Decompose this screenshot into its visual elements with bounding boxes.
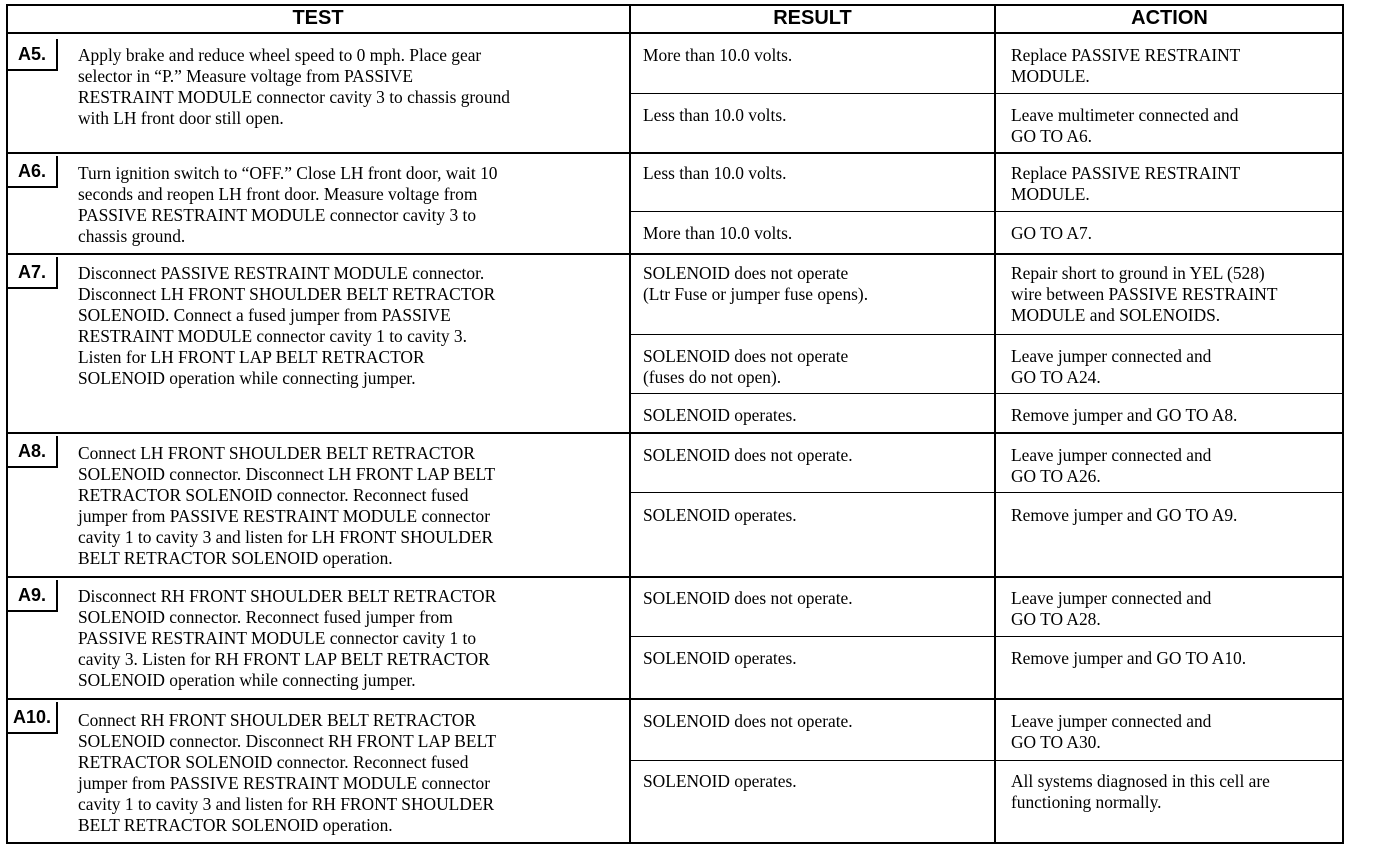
action-text: Replace PASSIVE RESTRAINT MODULE.: [1011, 45, 1241, 86]
row-separator: [630, 393, 1344, 394]
action-text: Remove jumper and GO TO A10.: [1011, 648, 1247, 668]
result-text: More than 10.0 volts.: [643, 223, 793, 243]
result-text: SOLENOID does not operate.: [643, 445, 853, 465]
test-description: Connect RH FRONT SHOULDER BELT RETRACTOR SOLENOID connector. Disconnect RH FRONT LAP BELT RETRACTOR SOLENOID connector. Reconnect fused jumper from PASSIVE RESTRAINT MODULE connector cavity 1 to cavity 3 and listen for RH FRONT SHOULDER BELT RETRACTOR SOLENOID operation.: [78, 710, 497, 835]
action-text: Repair short to ground in YEL (528) wire between PASSIVE RESTRAINT MODULE and SOLENOIDS.: [1011, 263, 1278, 325]
step-label: A8.: [8, 436, 58, 468]
row-separator: [630, 760, 1344, 761]
action-text: GO TO A7.: [1011, 223, 1093, 243]
row-separator: [630, 211, 1344, 212]
step-separator: [6, 698, 1344, 700]
column-divider: [994, 4, 996, 844]
test-description: Apply brake and reduce wheel speed to 0 mph. Place gear selector in “P.” Measure voltage from PASSIVE RESTRAINT MODULE connector cavity 3 to chassis ground with LH front door still open.: [78, 45, 510, 128]
result-text: SOLENOID operates.: [643, 505, 797, 525]
step-label: A5.: [8, 39, 58, 71]
row-separator: [630, 492, 1344, 493]
row-separator: [630, 334, 1344, 335]
test-description: Connect LH FRONT SHOULDER BELT RETRACTOR SOLENOID connector. Disconnect LH FRONT LAP BELT RETRACTOR SOLENOID connector. Reconnect fused jumper from PASSIVE RESTRAINT MODULE connector cavity 1 to cavity 3 and listen for LH FRONT SHOULDER BELT RETRACTOR SOLENOID operation.: [78, 443, 496, 568]
step-separator: [6, 152, 1344, 154]
result-text: SOLENOID does not operate (Ltr Fuse or jumper fuse opens).: [643, 263, 869, 304]
result-text: SOLENOID does not operate.: [643, 711, 853, 731]
result-text: Less than 10.0 volts.: [643, 105, 787, 125]
step-label: A7.: [8, 257, 58, 289]
action-text: Remove jumper and GO TO A9.: [1011, 505, 1238, 525]
result-text: SOLENOID does not operate.: [643, 588, 853, 608]
step-separator: [6, 432, 1344, 434]
result-text: More than 10.0 volts.: [643, 45, 793, 65]
step-separator: [6, 576, 1344, 578]
step-separator: [6, 253, 1344, 255]
row-separator: [630, 636, 1344, 637]
step-label: A9.: [8, 580, 58, 612]
result-text: Less than 10.0 volts.: [643, 163, 787, 183]
result-text: SOLENOID does not operate (fuses do not open).: [643, 346, 849, 387]
action-text: Leave jumper connected and GO TO A30.: [1011, 711, 1212, 752]
result-text: SOLENOID operates.: [643, 771, 797, 791]
action-text: Leave jumper connected and GO TO A24.: [1011, 346, 1212, 387]
step-label: A6.: [8, 156, 58, 188]
result-text: SOLENOID operates.: [643, 648, 797, 668]
header-action: ACTION: [995, 4, 1344, 34]
step-label: A10.: [8, 702, 58, 734]
action-text: All systems diagnosed in this cell are functioning normally.: [1011, 771, 1270, 812]
action-text: Leave multimeter connected and GO TO A6.: [1011, 105, 1239, 146]
action-text: Remove jumper and GO TO A8.: [1011, 405, 1238, 425]
test-description: Disconnect RH FRONT SHOULDER BELT RETRACTOR SOLENOID connector. Reconnect fused jumper from PASSIVE RESTRAINT MODULE connector cavity 1 to cavity 3. Listen for RH FRONT LAP BELT RETRACTOR SOLENOID operation while connecting jumper.: [78, 586, 497, 690]
header-test: TEST: [6, 4, 630, 34]
action-text: Leave jumper connected and GO TO A28.: [1011, 588, 1212, 629]
column-divider: [629, 4, 631, 844]
header-result: RESULT: [630, 4, 995, 34]
action-text: Replace PASSIVE RESTRAINT MODULE.: [1011, 163, 1241, 204]
action-text: Leave jumper connected and GO TO A26.: [1011, 445, 1212, 486]
result-text: SOLENOID operates.: [643, 405, 797, 425]
row-separator: [630, 93, 1344, 94]
test-description: Disconnect PASSIVE RESTRAINT MODULE connector. Disconnect LH FRONT SHOULDER BELT RETRACTOR SOLENOID. Connect a fused jumper from PASSIVE RESTRAINT MODULE connector cavity 1 to cavity 3. Listen for LH FRONT LAP BELT RETRACTOR SOLENOID operation while connecting jumper.: [78, 263, 496, 388]
test-description: Turn ignition switch to “OFF.” Close LH front door, wait 10 seconds and reopen LH front door. Measure voltage from PASSIVE RESTRAINT MODULE connector cavity 3 to chassis ground.: [78, 163, 498, 246]
